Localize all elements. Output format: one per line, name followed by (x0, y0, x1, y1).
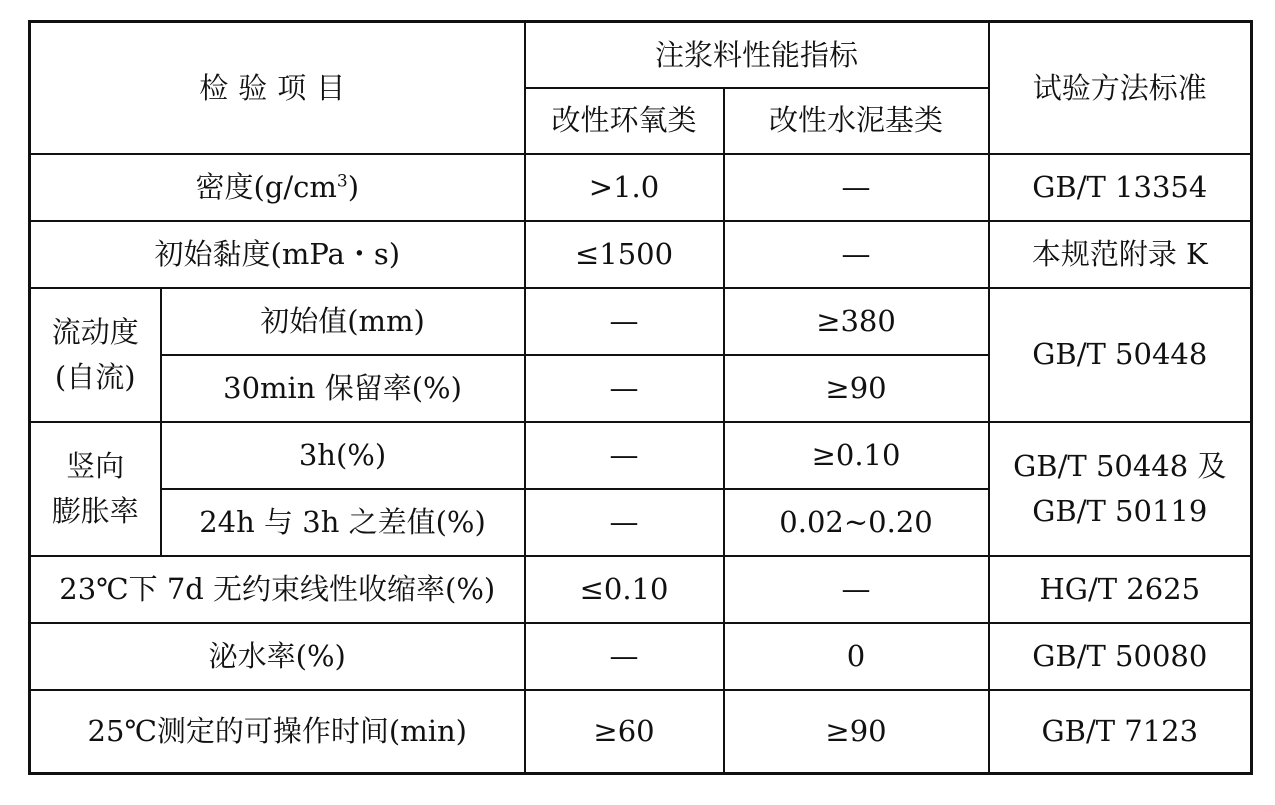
expansion-group-label (30, 422, 161, 556)
table-row-density (30, 154, 1252, 221)
table-row-shrinkage (30, 556, 1252, 623)
flow-method: GB/T 50448 (989, 288, 1252, 422)
expansion-method-line1: GB/T 50448 及 (1013, 448, 1227, 483)
density-method: GB/T 13354 (989, 154, 1252, 221)
density-epoxy: >1.0 (525, 154, 724, 221)
density-label-text: 密度(g/cm (195, 169, 337, 204)
flow-retention-label: 30min 保留率(%) (161, 355, 525, 422)
table-row-bleeding (30, 623, 1252, 690)
shrinkage-label: 23℃下 7d 无约束线性收缩率(%) (30, 556, 525, 623)
operable-time-epoxy: ≥60 (525, 690, 724, 774)
viscosity-method: 本规范附录 K (989, 221, 1252, 288)
header-item: 检验项目 (30, 22, 525, 154)
density-label (30, 154, 525, 221)
density-label-end: ) (347, 169, 360, 204)
operable-time-label: 25℃测定的可操作时间(min) (30, 690, 525, 774)
flow-retention-cement: ≥90 (724, 355, 989, 422)
density-label-sup: 3 (336, 171, 348, 192)
bleeding-label: 泌水率(%) (30, 623, 525, 690)
table-row-operable-time (30, 690, 1252, 774)
expansion-group-line2: 膨胀率 (51, 493, 139, 528)
operable-time-cement: ≥90 (724, 690, 989, 774)
flow-initial-epoxy: — (525, 288, 724, 355)
header-epoxy: 改性环氧类 (525, 88, 724, 154)
shrinkage-cement: — (724, 556, 989, 623)
expansion-method (989, 422, 1252, 556)
expansion-3h-cement: ≥0.10 (724, 422, 989, 489)
table-row-viscosity (30, 221, 1252, 288)
shrinkage-method: HG/T 2625 (989, 556, 1252, 623)
flow-group-line2: (自流) (54, 359, 136, 394)
expansion-group-line1: 竖向 (66, 448, 125, 483)
table-row-flow-initial (30, 288, 1252, 355)
expansion-diff-epoxy: — (525, 489, 724, 556)
header-indicator-group: 注浆料性能指标 (525, 22, 989, 88)
flow-retention-epoxy: — (525, 355, 724, 422)
header-cement: 改性水泥基类 (724, 88, 989, 154)
expansion-diff-cement: 0.02~0.20 (724, 489, 989, 556)
flow-initial-label: 初始值(mm) (161, 288, 525, 355)
density-cement: — (724, 154, 989, 221)
header-row-1 (30, 22, 1252, 88)
shrinkage-epoxy: ≤0.10 (525, 556, 724, 623)
viscosity-cement: — (724, 221, 989, 288)
flow-group-line1: 流动度 (51, 314, 139, 349)
bleeding-method: GB/T 50080 (989, 623, 1252, 690)
bleeding-epoxy: — (525, 623, 724, 690)
flow-group-label (30, 288, 161, 422)
bleeding-cement: 0 (724, 623, 989, 690)
operable-time-method: GB/T 7123 (989, 690, 1252, 774)
expansion-3h-label: 3h(%) (161, 422, 525, 489)
expansion-diff-label: 24h 与 3h 之差值(%) (161, 489, 525, 556)
flow-initial-cement: ≥380 (724, 288, 989, 355)
expansion-method-line2: GB/T 50119 (1032, 493, 1208, 528)
performance-spec-table (28, 20, 1253, 775)
header-method: 试验方法标准 (989, 22, 1252, 154)
viscosity-epoxy: ≤1500 (525, 221, 724, 288)
expansion-3h-epoxy: — (525, 422, 724, 489)
viscosity-label: 初始黏度(mPa・s) (30, 221, 525, 288)
table-row-expansion-3h (30, 422, 1252, 489)
